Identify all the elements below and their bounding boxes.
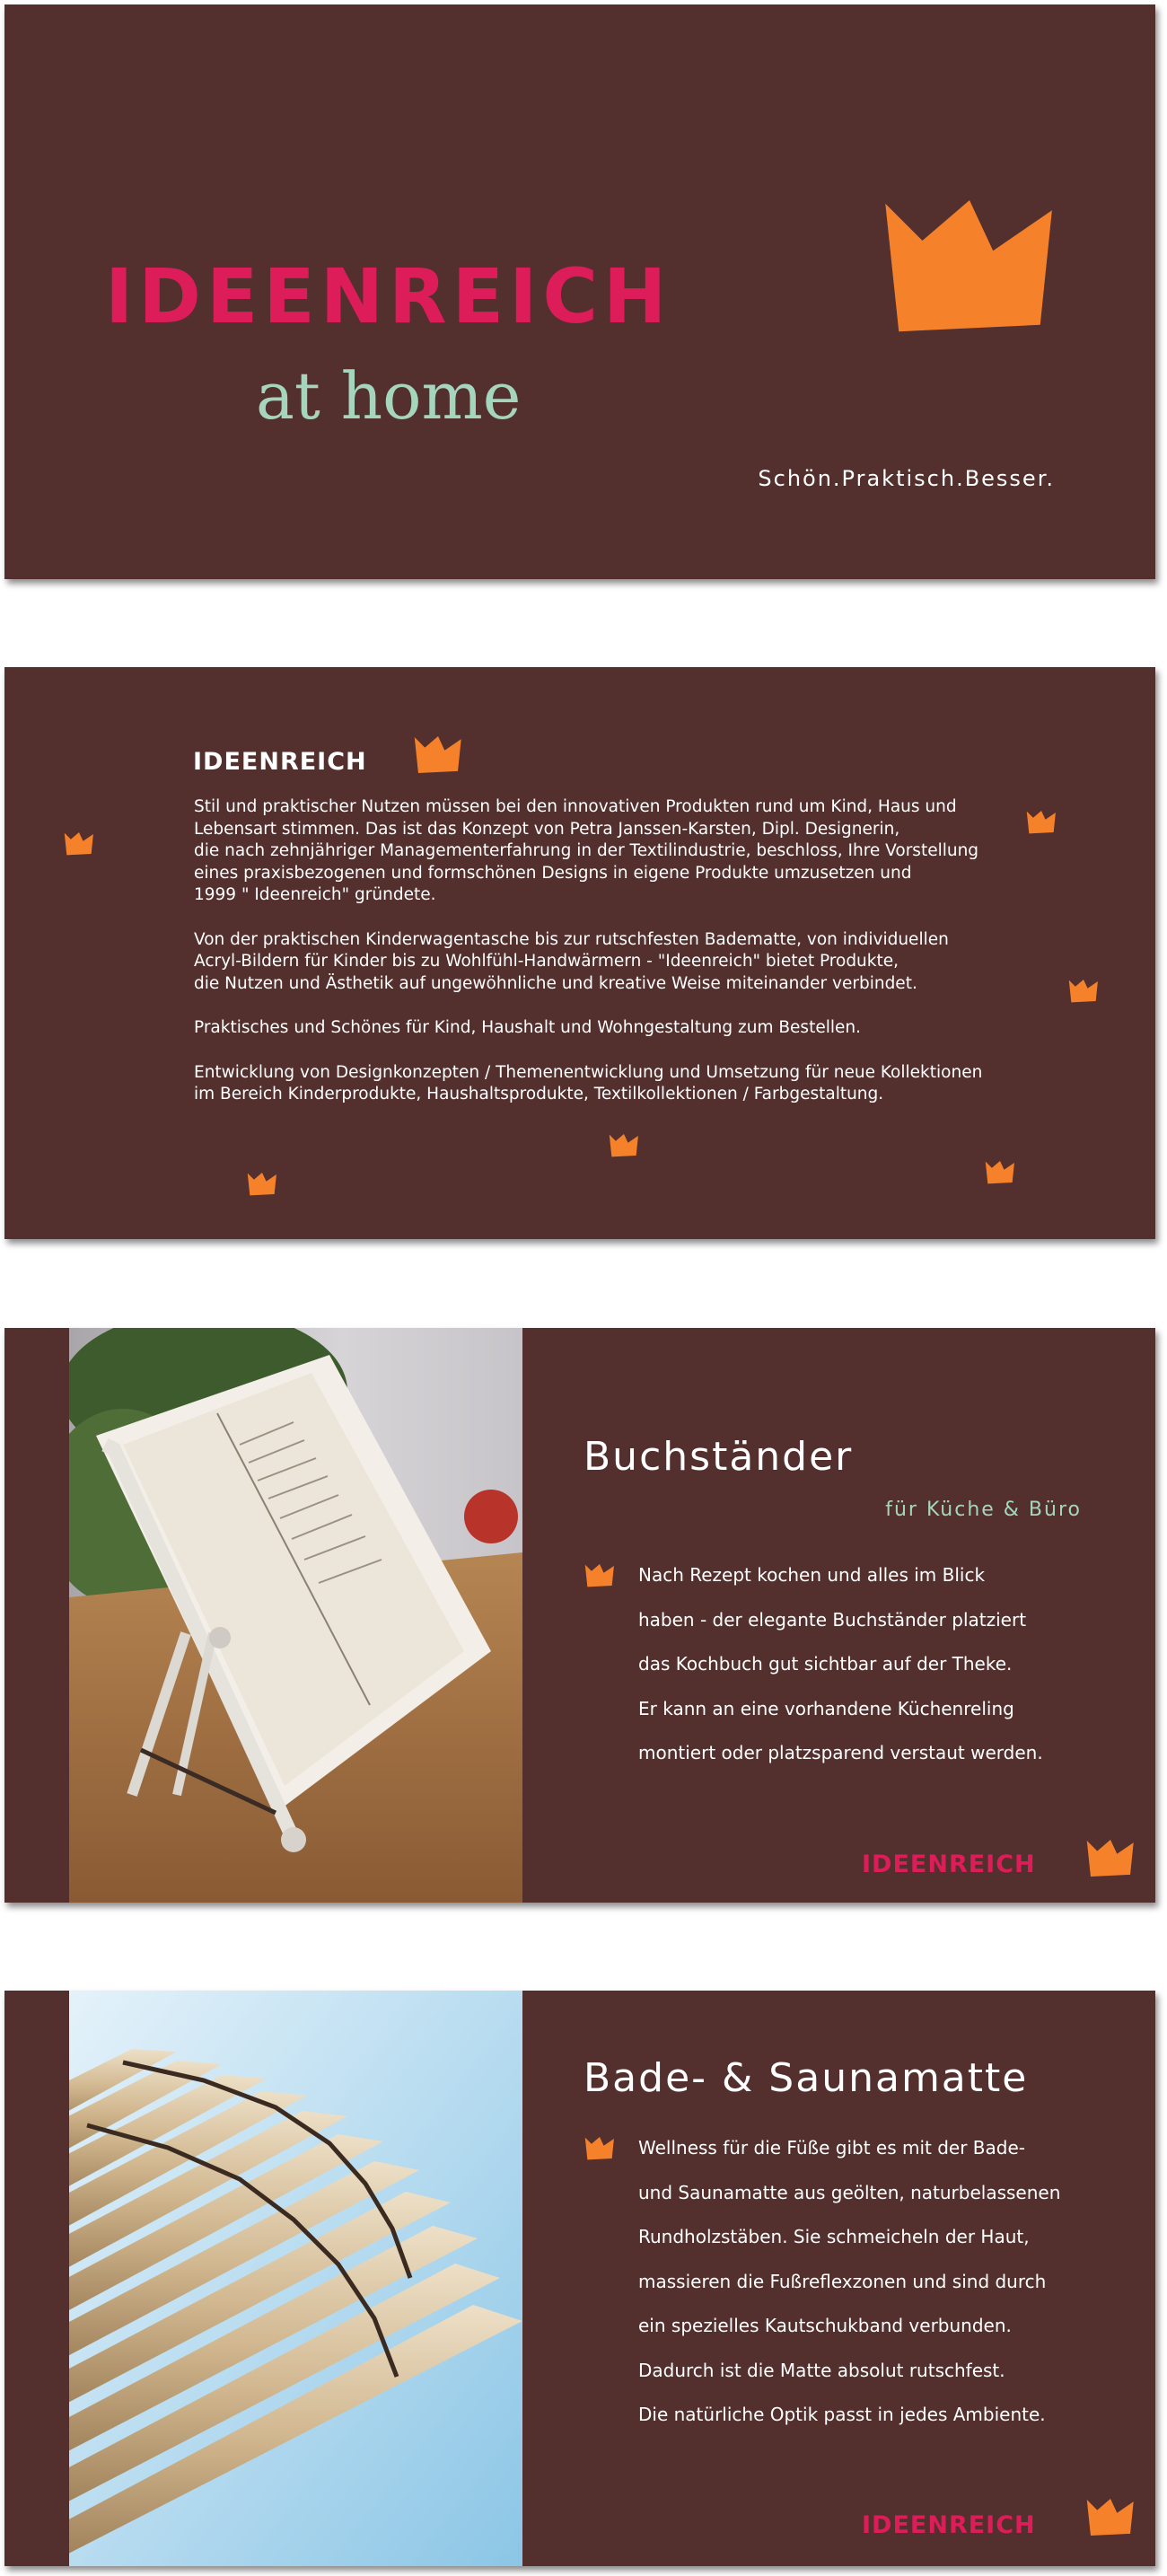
crown-icon xyxy=(64,832,94,856)
crown-icon xyxy=(1026,811,1057,834)
about-paragraph: Von der praktischen Kinderwagentasche bis zur rutschfesten Badematte, von individuellen Acryl-Bildern für Kinder bis zu Wohlfühl-Handwärmern - "Ideenreich" bietet Produkte, die Nutzen und Ästhetik auf ungewöhnliche und kreative Weise miteinander verbindet. xyxy=(194,929,949,993)
slogan: Schön.Praktisch.Besser. xyxy=(758,466,1055,491)
footer-logo: IDEENREICH xyxy=(862,2511,1036,2539)
description-line: Dadurch ist die Matte absolut rutschfest. xyxy=(638,2359,1005,2381)
crown-icon xyxy=(884,200,1055,335)
description-line: haben - der elegante Buchständer platziert xyxy=(638,1608,1027,1631)
description-line: ein spezielles Kautschukband verbunden. xyxy=(638,2315,1012,2336)
about-panel xyxy=(4,667,1155,1239)
about-paragraph: Praktisches und Schönes für Kind, Haushalt und Wohngestaltung zum Bestellen. xyxy=(194,1018,861,1037)
description-line: Die natürliche Optik passt in jedes Ambiente. xyxy=(638,2404,1046,2425)
bath-mat-photo xyxy=(69,1991,522,2566)
about-logo-text: IDEENREICH xyxy=(193,748,367,776)
description-line: Er kann an eine vorhandene Küchenreling xyxy=(638,1697,1014,1719)
hero-panel xyxy=(4,4,1155,579)
crown-icon xyxy=(1086,1840,1135,1877)
footer-logo: IDEENREICH xyxy=(862,1851,1036,1878)
crown-icon xyxy=(1086,2499,1135,2536)
description-line: und Saunamatte aus geölten, naturbelassenen xyxy=(638,2181,1061,2203)
description-line: das Kochbuch gut sichtbar auf der Theke. xyxy=(638,1653,1013,1675)
product-panel-bath-mat xyxy=(4,1991,1155,2566)
tagline: at home xyxy=(256,358,522,434)
about-logo xyxy=(193,748,367,776)
about-paragraph: Entwicklung von Designkonzepten / Themenentwicklung und Umsetzung für neue Kollektionen im Bereich Kinderprodukte, Haushaltsprodukte, Textilkollektionen / Farbgestaltung. xyxy=(194,1062,983,1103)
description-line: Wellness für die Füße gibt es mit der Bade- xyxy=(638,2137,1025,2158)
book-stand-photo xyxy=(69,1328,522,1903)
crown-icon xyxy=(584,1564,615,1587)
product-title: Buchständer xyxy=(584,1434,854,1480)
description-line: massieren die Fußreflexzonen und sind durch xyxy=(638,2270,1047,2292)
product-panel-book-stand xyxy=(4,1328,1155,1903)
description-line: montiert oder platzsparend verstaut werden. xyxy=(638,1742,1043,1763)
crown-icon xyxy=(1068,980,1099,1003)
crown-icon xyxy=(247,1173,277,1196)
crown-icon xyxy=(414,736,462,774)
product-title: Bade- & Saunamatte xyxy=(584,2055,1029,2101)
crown-icon xyxy=(584,2137,615,2160)
crown-icon xyxy=(985,1161,1015,1184)
description-line: Nach Rezept kochen und alles im Blick xyxy=(638,1564,986,1586)
about-paragraph: Stil und praktischer Nutzen müssen bei den innovativen Produkten rund um Kind, Haus und Lebensart stimmen. Das ist das Konzept von Petra Janssen-Karsten, Dipl. Designerin, die nach zehnjähriger Managementerfahrung in der Textilindustrie, beschloss, Ihre Vorstellung eines praxisbezogenen und formschönen Designs in eigene Produkte umzusetzen und 1999 " Ideenreich" gründete. xyxy=(194,797,979,904)
product-description xyxy=(638,2126,1141,2438)
product-subtitle: für Küche & Büro xyxy=(885,1499,1082,1521)
brand-wordmark: IDEENREICH xyxy=(105,252,672,340)
about-text xyxy=(194,796,1002,1129)
crown-icon xyxy=(609,1134,639,1157)
description-line: Rundholzstäben. Sie schmeicheln der Haut, xyxy=(638,2226,1030,2247)
product-description xyxy=(638,1553,1141,1776)
